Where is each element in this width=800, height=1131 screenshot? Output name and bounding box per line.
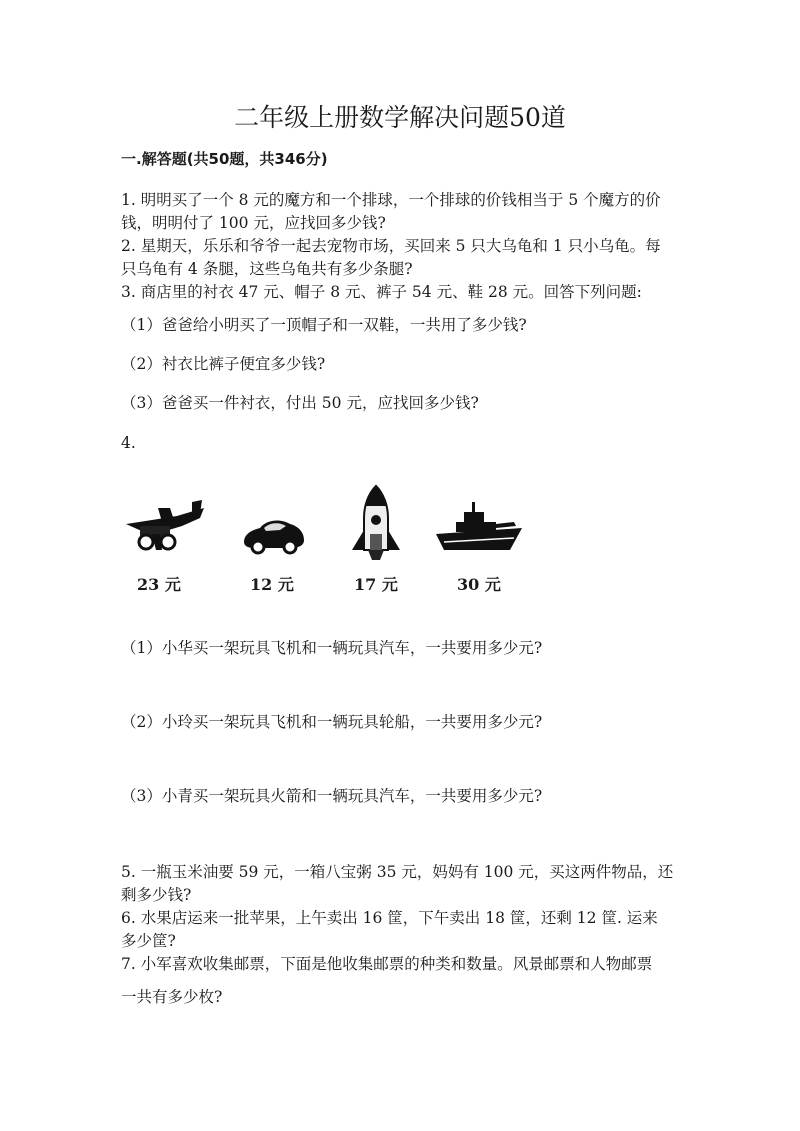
car-price: 12 元 [250, 575, 294, 594]
question-1-line-1: 1. 明明买了一个 8 元的魔方和一个排球，一个排球的价钱相当于 5 个魔方的价 [121, 191, 661, 209]
question-4-part-1: （1）小华买一架玩具飞机和一辆玩具汽车，一共要用多少元? [121, 639, 543, 657]
question-4-part-2: （2）小玲买一架玩具飞机和一辆玩具轮船，一共要用多少元? [121, 713, 543, 731]
ship-price: 30 元 [457, 575, 501, 594]
question-3: 3. 商店里的衬衣 47 元、帽子 8 元、裤子 54 元、鞋 28 元。回答下列问题: [121, 283, 642, 301]
question-1-line-2: 钱，明明付了 100 元，应找回多少钱? [121, 214, 386, 232]
page-title: 二年级上册数学解决问题50道 [234, 103, 566, 132]
section-heading: 一.解答题(共50题，共346分) [121, 150, 328, 168]
question-6-line-2: 多少筐? [121, 932, 176, 950]
question-6-line-1: 6. 水果店运来一批苹果，上午卖出 16 筐，下午卖出 18 筐，还剩 12 筐. 运来 [121, 909, 658, 927]
question-2-line-2: 只乌龟有 4 条腿，这些乌龟共有多少条腿? [121, 260, 413, 278]
question-3-part-1: （1）爸爸给小明买了一顶帽子和一双鞋，一共用了多少钱? [121, 316, 527, 334]
question-2-line-1: 2. 星期天，乐乐和爷爷一起去宠物市场，买回来 5 只大乌龟和 1 只小乌龟。每 [121, 237, 661, 255]
airplane-icon [122, 498, 212, 560]
question-3-part-2: （2）衬衣比裤子便宜多少钱? [121, 355, 326, 373]
question-3-part-3: （3）爸爸买一件衬衣，付出 50 元，应找回多少钱? [121, 394, 479, 412]
rocket-icon [350, 484, 402, 562]
airplane-price: 23 元 [137, 575, 181, 594]
rocket-price: 17 元 [354, 575, 398, 594]
question-7-line-1: 7. 小军喜欢收集邮票，下面是他收集邮票的种类和数量。风景邮票和人物邮票 [121, 955, 653, 973]
ship-icon [434, 498, 524, 558]
question-4-part-3: （3）小青买一架玩具火箭和一辆玩具汽车，一共要用多少元? [121, 787, 543, 805]
question-4: 4. [121, 434, 136, 452]
car-icon [240, 516, 308, 556]
question-5-line-2: 剩多少钱? [121, 886, 192, 904]
question-7-line-2: 一共有多少枚? [121, 988, 223, 1006]
question-5-line-1: 5. 一瓶玉米油要 59 元，一箱八宝粥 35 元，妈妈有 100 元，买这两件物品，还 [121, 863, 674, 881]
